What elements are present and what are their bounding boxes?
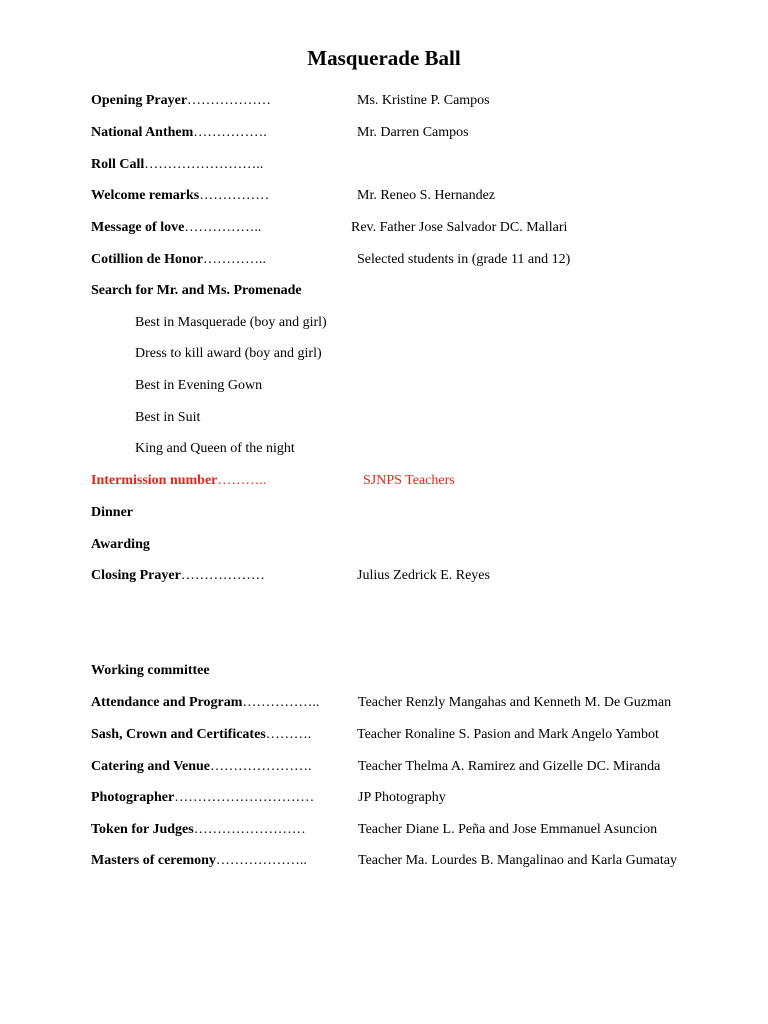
item-value: Teacher Ma. Lourdes B. Mangalinao and Karla Gumatay (358, 853, 677, 868)
item-label: Photographer (91, 790, 175, 805)
leader-dots: ………….. (203, 252, 267, 267)
award-item: Best in Evening Gown (135, 378, 263, 393)
document-title: Masquerade Ball (307, 46, 461, 70)
program-item-cotillion (0, 250, 768, 270)
item-label: Closing Prayer (91, 568, 181, 583)
leader-dots: ………………………… (174, 790, 315, 805)
item-value: Teacher Renzly Mangahas and Kenneth M. De Guzman (358, 695, 672, 710)
item-label: Welcome remarks (91, 188, 200, 203)
committee-row-sash (0, 725, 768, 745)
committee-row-photographer (0, 788, 768, 808)
item-value: Teacher Thelma A. Ramirez and Gizelle DC. Miranda (358, 759, 661, 774)
leader-dots: …………… (199, 188, 270, 203)
leader-dots: …………………… (193, 822, 306, 837)
program-item-dinner (0, 503, 768, 523)
leader-dots: ……….. (217, 473, 267, 488)
program-item-search (0, 281, 768, 301)
item-value: Mr. Reneo S. Hernandez (357, 188, 496, 203)
item-value: Selected students in (grade 11 and 12) (357, 252, 571, 267)
leader-dots: …………….. (242, 695, 320, 710)
award-item: King and Queen of the night (135, 441, 295, 456)
item-label: Token for Judges (91, 822, 194, 837)
item-value: Mr. Darren Campos (357, 125, 469, 140)
award-item: Best in Masquerade (boy and girl) (135, 315, 327, 330)
program-item-welcome-remarks (0, 186, 768, 206)
program-item-closing-prayer (0, 566, 768, 586)
program-item-roll-call (0, 155, 768, 175)
item-label: Awarding (91, 537, 150, 552)
item-label: Catering and Venue (91, 759, 211, 774)
leader-dots: …………….. (184, 220, 262, 235)
item-value: Julius Zedrick E. Reyes (357, 568, 490, 583)
award-item: Best in Suit (135, 410, 201, 425)
leader-dots: …………………. (210, 759, 312, 774)
item-label: Masters of ceremony (91, 853, 216, 868)
item-label: Roll Call (91, 157, 145, 172)
committee-row-catering (0, 757, 768, 777)
committee-row-masters (0, 851, 768, 871)
item-value: SJNPS Teachers (363, 473, 455, 488)
item-value: Teacher Diane L. Peña and Jose Emmanuel Asuncion (358, 822, 658, 837)
item-label: Dinner (91, 505, 133, 520)
item-label: Attendance and Program (91, 695, 243, 710)
item-label: Intermission number (91, 473, 218, 488)
program-item-awarding (0, 535, 768, 555)
award-item: Dress to kill award (boy and girl) (135, 346, 322, 361)
leader-dots: ……………….. (215, 853, 307, 868)
item-label: Message of love (91, 220, 185, 235)
item-value: Rev. Father Jose Salvador DC. Mallari (351, 220, 568, 235)
item-label: Cotillion de Honor (91, 252, 204, 267)
item-label: Sash, Crown and Certificates (91, 727, 266, 742)
program-item-message-of-love (0, 218, 768, 238)
committee-row-token (0, 820, 768, 840)
item-value: Ms. Kristine P. Campos (357, 93, 490, 108)
item-value: JP Photography (358, 790, 446, 805)
item-label: Opening Prayer (91, 93, 188, 108)
leader-dots: …………………….. (144, 157, 264, 172)
committee-heading: Working committee (91, 663, 210, 678)
program-item-intermission (0, 471, 768, 491)
item-value: Teacher Ronaline S. Pasion and Mark Angelo Yambot (357, 727, 659, 742)
program-item-opening-prayer (0, 91, 768, 111)
leader-dots: ………. (265, 727, 312, 742)
leader-dots: ……………… (187, 93, 272, 108)
leader-dots: ……………. (193, 125, 267, 140)
committee-row-attendance (0, 693, 768, 713)
leader-dots: ……………… (180, 568, 265, 583)
item-label: Search for Mr. and Ms. Promenade (91, 283, 302, 298)
program-item-national-anthem (0, 123, 768, 143)
item-label: National Anthem (91, 125, 194, 140)
